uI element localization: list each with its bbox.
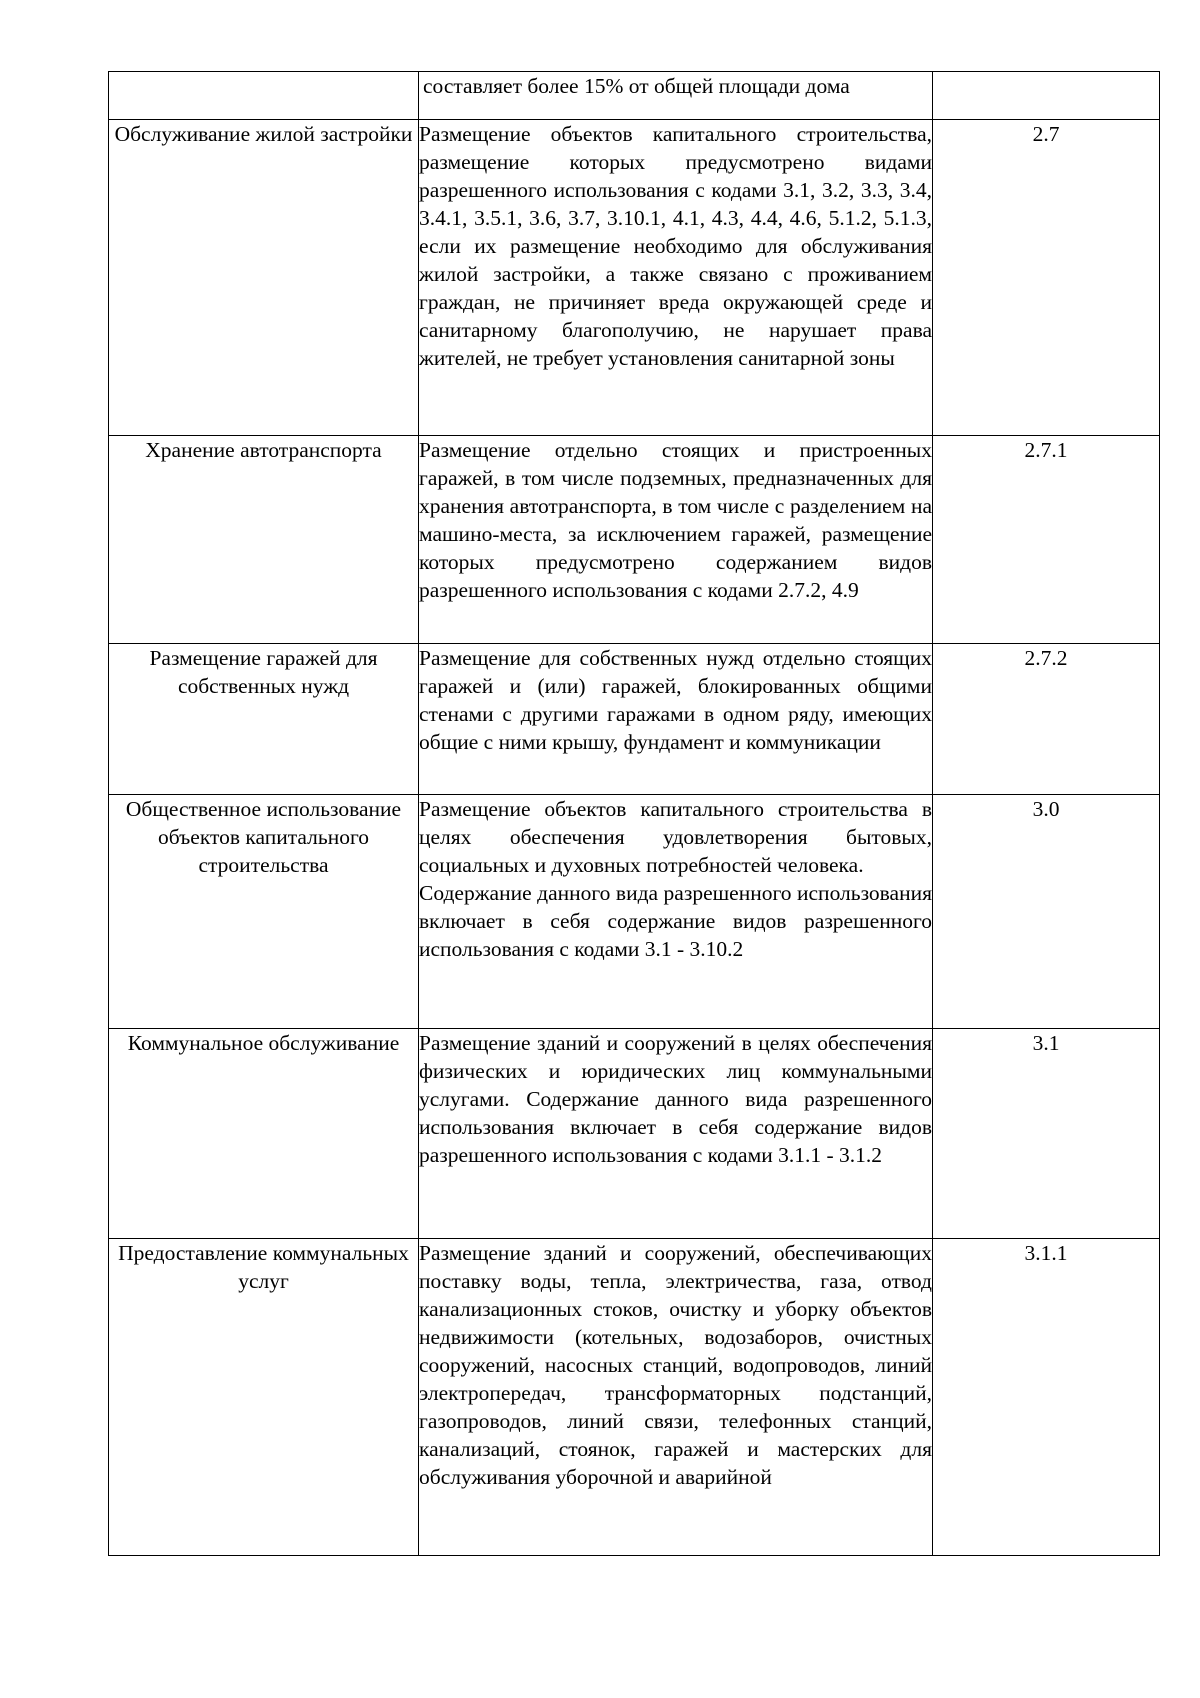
use-description-cell	[419, 436, 933, 644]
description-paragraph: Размещение зданий и сооружений, обеспечивающих поставку воды, тепла, электричества, газа, отвод канализационных стоков, очистку и уборку объектов недвижимости (котельных, водозаборов, очистных сооружений, насосных станций, водопроводов, линий электропередач, трансформаторных подстанций, газопроводов, линий связи, телефонных станций, канализаций, стоянок, гаражей и мастерских для обслуживания уборочной и аварийной	[419, 1241, 932, 1489]
table-row	[109, 72, 1160, 120]
table-row	[109, 1029, 1160, 1239]
use-code-cell: 3.0	[933, 795, 1160, 1029]
use-name-cell: Предоставление коммунальных услуг	[109, 1239, 419, 1556]
use-name-cell: Хранение автотранспорта	[109, 436, 419, 644]
description-paragraph: составляет более 15% от общей площади дома	[423, 74, 850, 98]
table-row	[109, 644, 1160, 795]
description-paragraph: Размещение объектов капитального строительства, размещение которых предусмотрено видами разрешенного использования с кодами 3.1, 3.2, 3.3, 3.4, 3.4.1, 3.5.1, 3.6, 3.7, 3.10.1, 4.1, 4.3, 4.4, 4.6, 5.1.2, 5.1.3, если их размещение необходимо для обслуживания жилой застройки, а также связано с проживанием граждан, не причиняет вреда окружающей среде и санитарному благополучию, не нарушает права жителей, не требует установления санитарной зоны	[419, 122, 932, 370]
description-paragraph: Размещение зданий и сооружений в целях обеспечения физических и юридических лиц коммунальными услугами. Содержание данного вида разрешенного использования включает в себя содержание видов разрешенного использования с кодами 3.1.1 - 3.1.2	[419, 1031, 932, 1167]
table-row	[109, 120, 1160, 436]
use-description-cell	[419, 1239, 933, 1556]
use-name-cell	[109, 72, 419, 120]
use-code-cell	[933, 72, 1160, 120]
use-code-cell: 3.1.1	[933, 1239, 1160, 1556]
use-description-cell	[419, 1029, 933, 1239]
use-code-cell: 2.7	[933, 120, 1160, 436]
use-description-cell	[419, 120, 933, 436]
description-paragraph: Содержание данного вида разрешенного использования включает в себя содержание видов разрешенного использования с кодами 3.1 - 3.10.2	[419, 881, 932, 961]
description-paragraph: Размещение объектов капитального строительства в целях обеспечения удовлетворения бытовых, социальных и духовных потребностей человека.	[419, 797, 932, 877]
use-description-cell	[419, 644, 933, 795]
land-use-table	[108, 71, 1160, 1556]
use-code-cell: 2.7.1	[933, 436, 1160, 644]
use-description-cell	[419, 795, 933, 1029]
use-name-cell: Коммунальное обслуживание	[109, 1029, 419, 1239]
use-name-cell: Обслуживание жилой застройки	[109, 120, 419, 436]
use-name-cell: Общественное использование объектов капитального строительства	[109, 795, 419, 1029]
use-description-cell	[419, 72, 933, 120]
table-row	[109, 795, 1160, 1029]
table-row	[109, 436, 1160, 644]
description-paragraph: Размещение отдельно стоящих и пристроенных гаражей, в том числе подземных, предназначенных для хранения автотранспорта, в том числе с разделением на машино-места, за исключением гаражей, размещение которых предусмотрено содержанием видов разрешенного использования с кодами 2.7.2, 4.9	[419, 438, 932, 602]
use-code-cell: 3.1	[933, 1029, 1160, 1239]
use-name-cell: Размещение гаражей для собственных нужд	[109, 644, 419, 795]
description-paragraph: Размещение для собственных нужд отдельно стоящих гаражей и (или) гаражей, блокированных общими стенами с другими гаражами в одном ряду, имеющих общие с ними крышу, фундамент и коммуникации	[419, 646, 932, 754]
table-row	[109, 1239, 1160, 1556]
use-code-cell: 2.7.2	[933, 644, 1160, 795]
